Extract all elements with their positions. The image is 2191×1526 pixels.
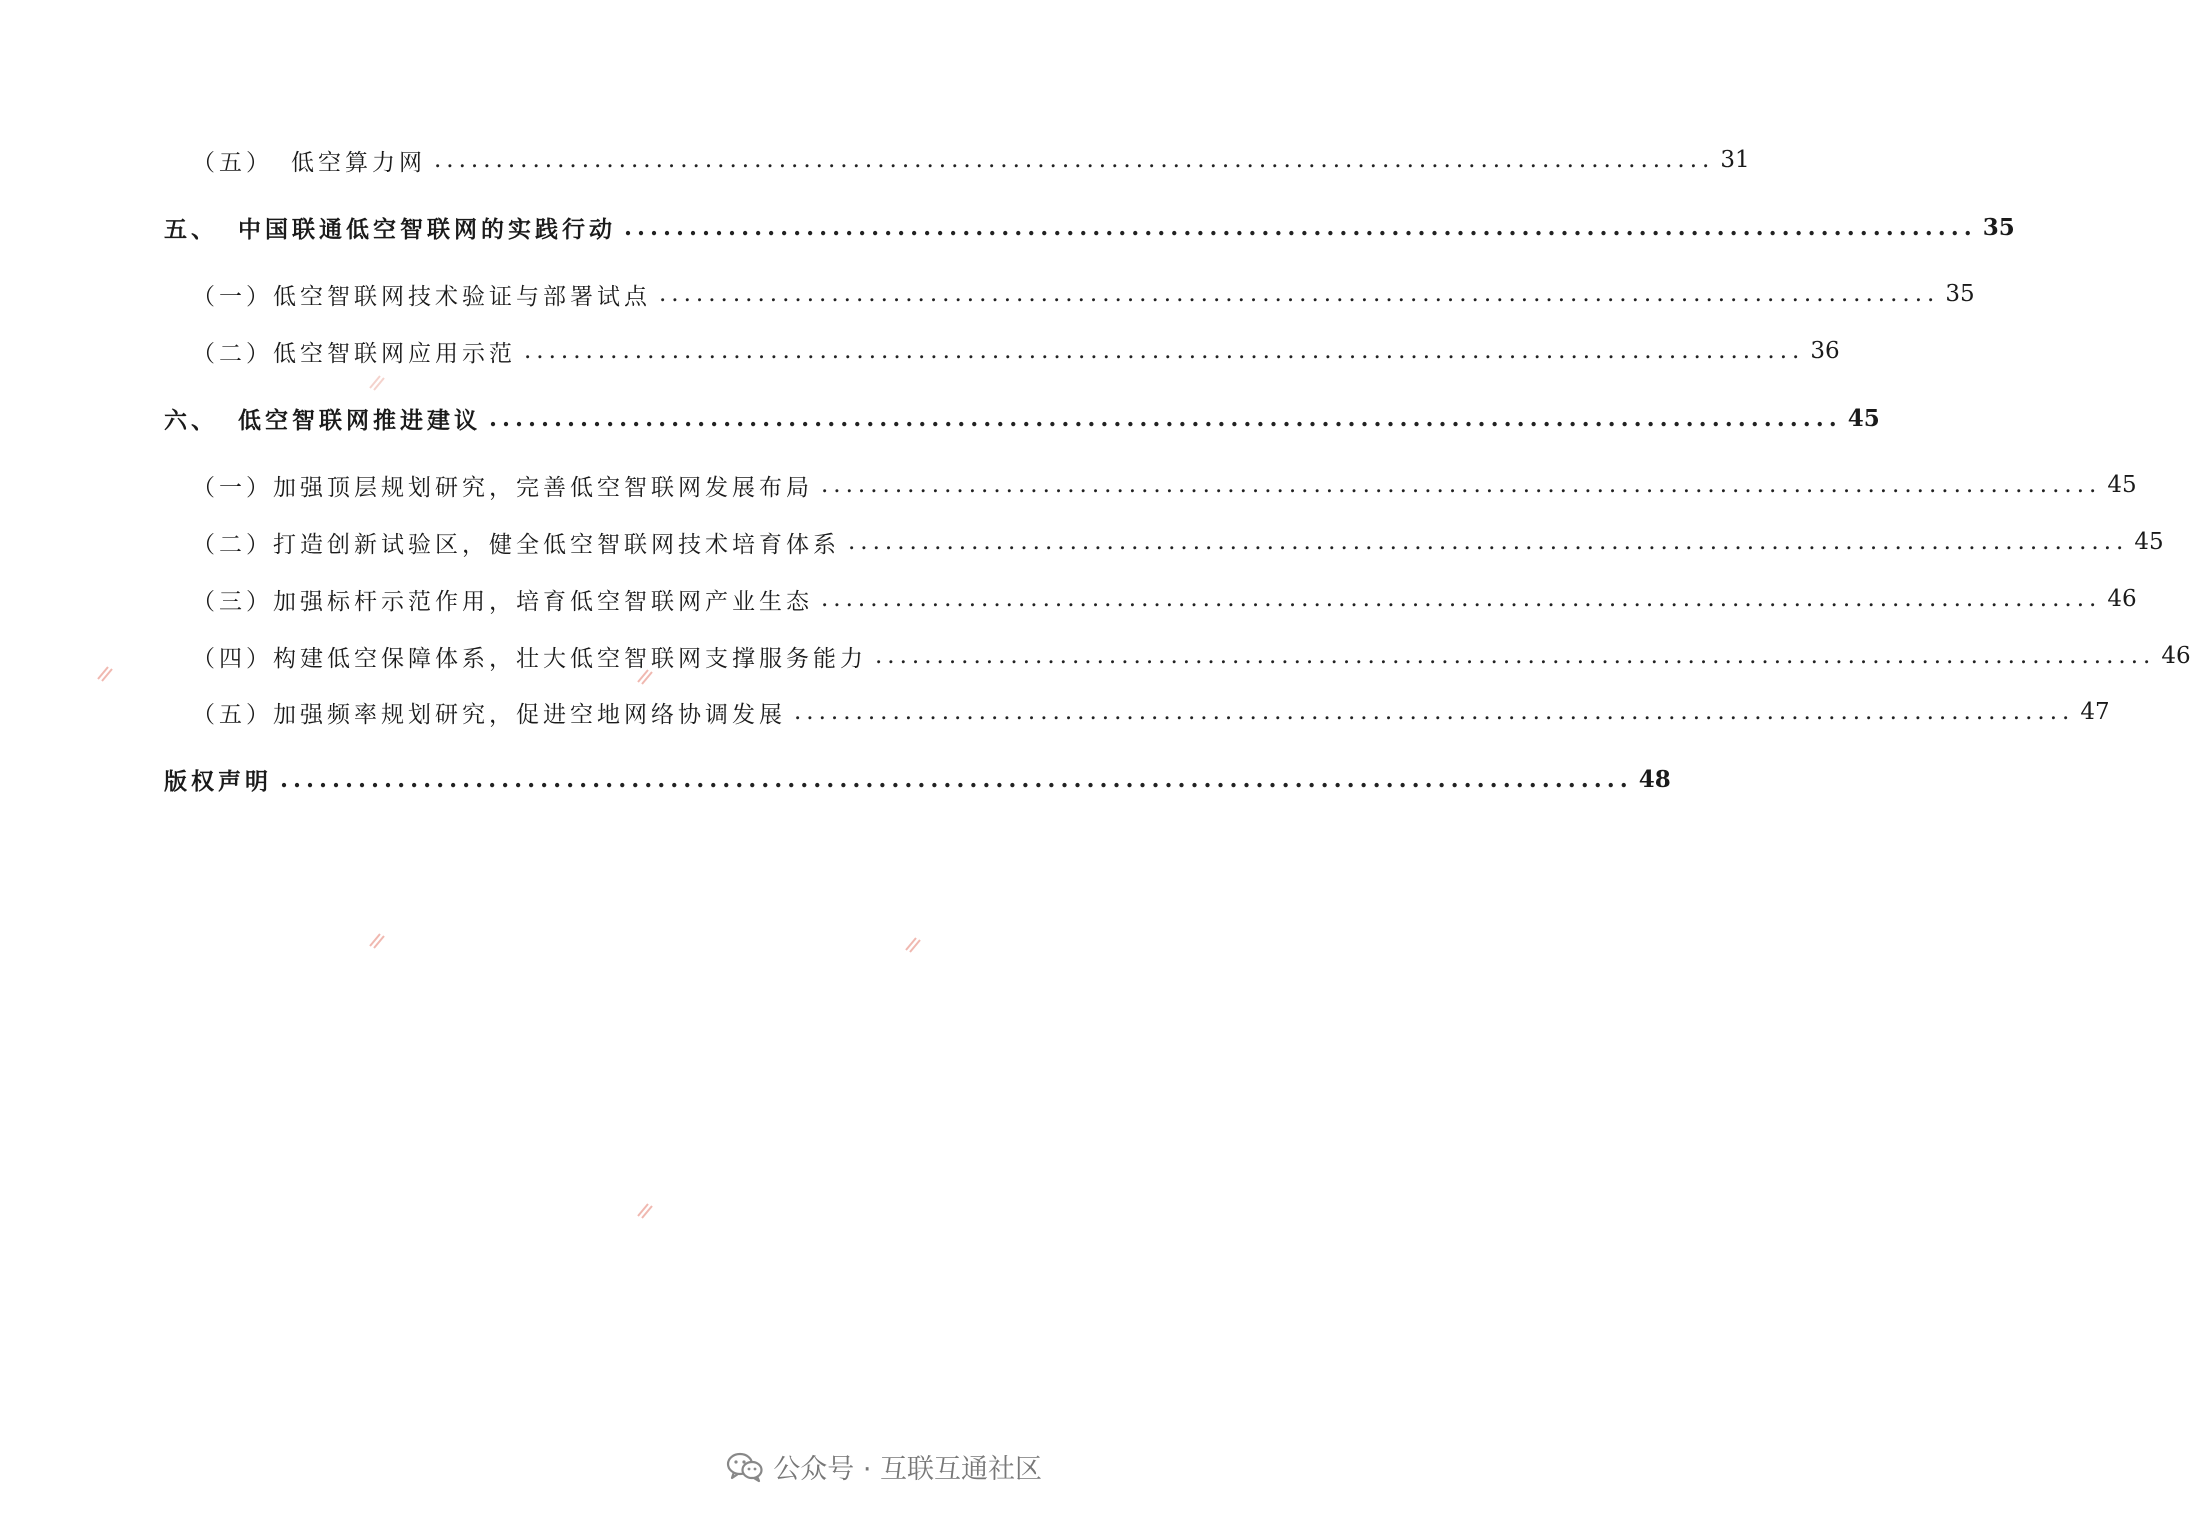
toc-leader-dots: ........................................................................................................ xyxy=(659,281,1940,307)
toc-page-number: 47 xyxy=(2080,699,2110,725)
watermark-mark-icon xyxy=(902,934,922,954)
toc-entry[interactable] xyxy=(0,692,2110,732)
toc-leader-dots: ........................................................................................................ xyxy=(821,586,2102,612)
toc-page-number: 31 xyxy=(1720,147,1750,173)
toc-entry[interactable] xyxy=(0,331,1840,371)
toc-entry-label: （三）加强标杆示范作用，培育低空智联网产业生态 xyxy=(192,588,813,615)
toc-entry-label: （一）低空智联网技术验证与部署试点 xyxy=(192,283,651,310)
toc-leader-dots: ........................................................................................................ xyxy=(875,643,2156,669)
watermark-mark-icon xyxy=(94,663,114,683)
toc-leader-dots: ........................................................................................................ xyxy=(434,147,1715,173)
wechat-icon xyxy=(727,1452,763,1482)
toc-entry[interactable] xyxy=(0,274,1975,314)
toc-entry-label: 版权声明 xyxy=(164,767,272,795)
toc-entry-label: （二）打造创新试验区，健全低空智联网技术培育体系 xyxy=(192,531,840,558)
watermark-mark-icon xyxy=(366,372,386,392)
toc-entry[interactable] xyxy=(0,636,2191,676)
toc-entry-label: 六、 低空智联网推进建议 xyxy=(164,406,481,434)
toc-entry-label: （五）加强频率规划研究，促进空地网络协调发展 xyxy=(192,701,786,728)
footer-text: 公众号 · 互联互通社区 xyxy=(773,1454,1042,1485)
toc-chapter-entry[interactable] xyxy=(0,398,1880,438)
toc-entry[interactable] xyxy=(0,522,2164,562)
toc-leader-dots: ........................................................................................................ xyxy=(280,765,1633,793)
toc-leader-dots: ........................................................................................................ xyxy=(624,213,1977,241)
toc-entry[interactable] xyxy=(0,140,1750,180)
toc-entry-label: （四）构建低空保障体系，壮大低空智联网支撑服务能力 xyxy=(192,645,867,672)
toc-entry-label: 五、 中国联通低空智联网的实践行动 xyxy=(164,215,616,243)
toc-page-number: 45 xyxy=(2134,529,2164,555)
toc-leader-dots: ........................................................................................................ xyxy=(794,699,2075,725)
watermark-mark-icon xyxy=(634,666,654,686)
toc-entry-label: （一）加强顶层规划研究，完善低空智联网发展布局 xyxy=(192,474,813,501)
toc-entry[interactable] xyxy=(0,579,2137,619)
toc-entry[interactable] xyxy=(0,465,2137,505)
toc-page-number: 48 xyxy=(1638,765,1671,793)
watermark-mark-icon xyxy=(366,930,386,950)
toc-chapter-entry[interactable] xyxy=(0,207,2015,247)
toc-leader-dots: ........................................................................................................ xyxy=(848,529,2129,555)
toc-leader-dots: ........................................................................................................ xyxy=(821,472,2102,498)
toc-page-number: 35 xyxy=(1945,281,1975,307)
toc-leader-dots: ........................................................................................................ xyxy=(524,338,1805,364)
watermark-mark-icon xyxy=(634,1200,654,1220)
toc-chapter-entry[interactable] xyxy=(0,759,1671,799)
toc-page-number: 46 xyxy=(2161,643,2191,669)
toc-page-number: 36 xyxy=(1810,338,1840,364)
toc-page-number: 45 xyxy=(2107,472,2137,498)
toc-leader-dots: ........................................................................................................ xyxy=(489,404,1842,432)
toc-page-number: 35 xyxy=(1982,213,2015,241)
toc-page-number: 46 xyxy=(2107,586,2137,612)
source-footer xyxy=(727,1447,1042,1486)
toc-page-number: 45 xyxy=(1847,404,1880,432)
toc-entry-label: （二）低空智联网应用示范 xyxy=(192,340,516,367)
toc-entry-label: （五） 低空算力网 xyxy=(192,149,426,176)
